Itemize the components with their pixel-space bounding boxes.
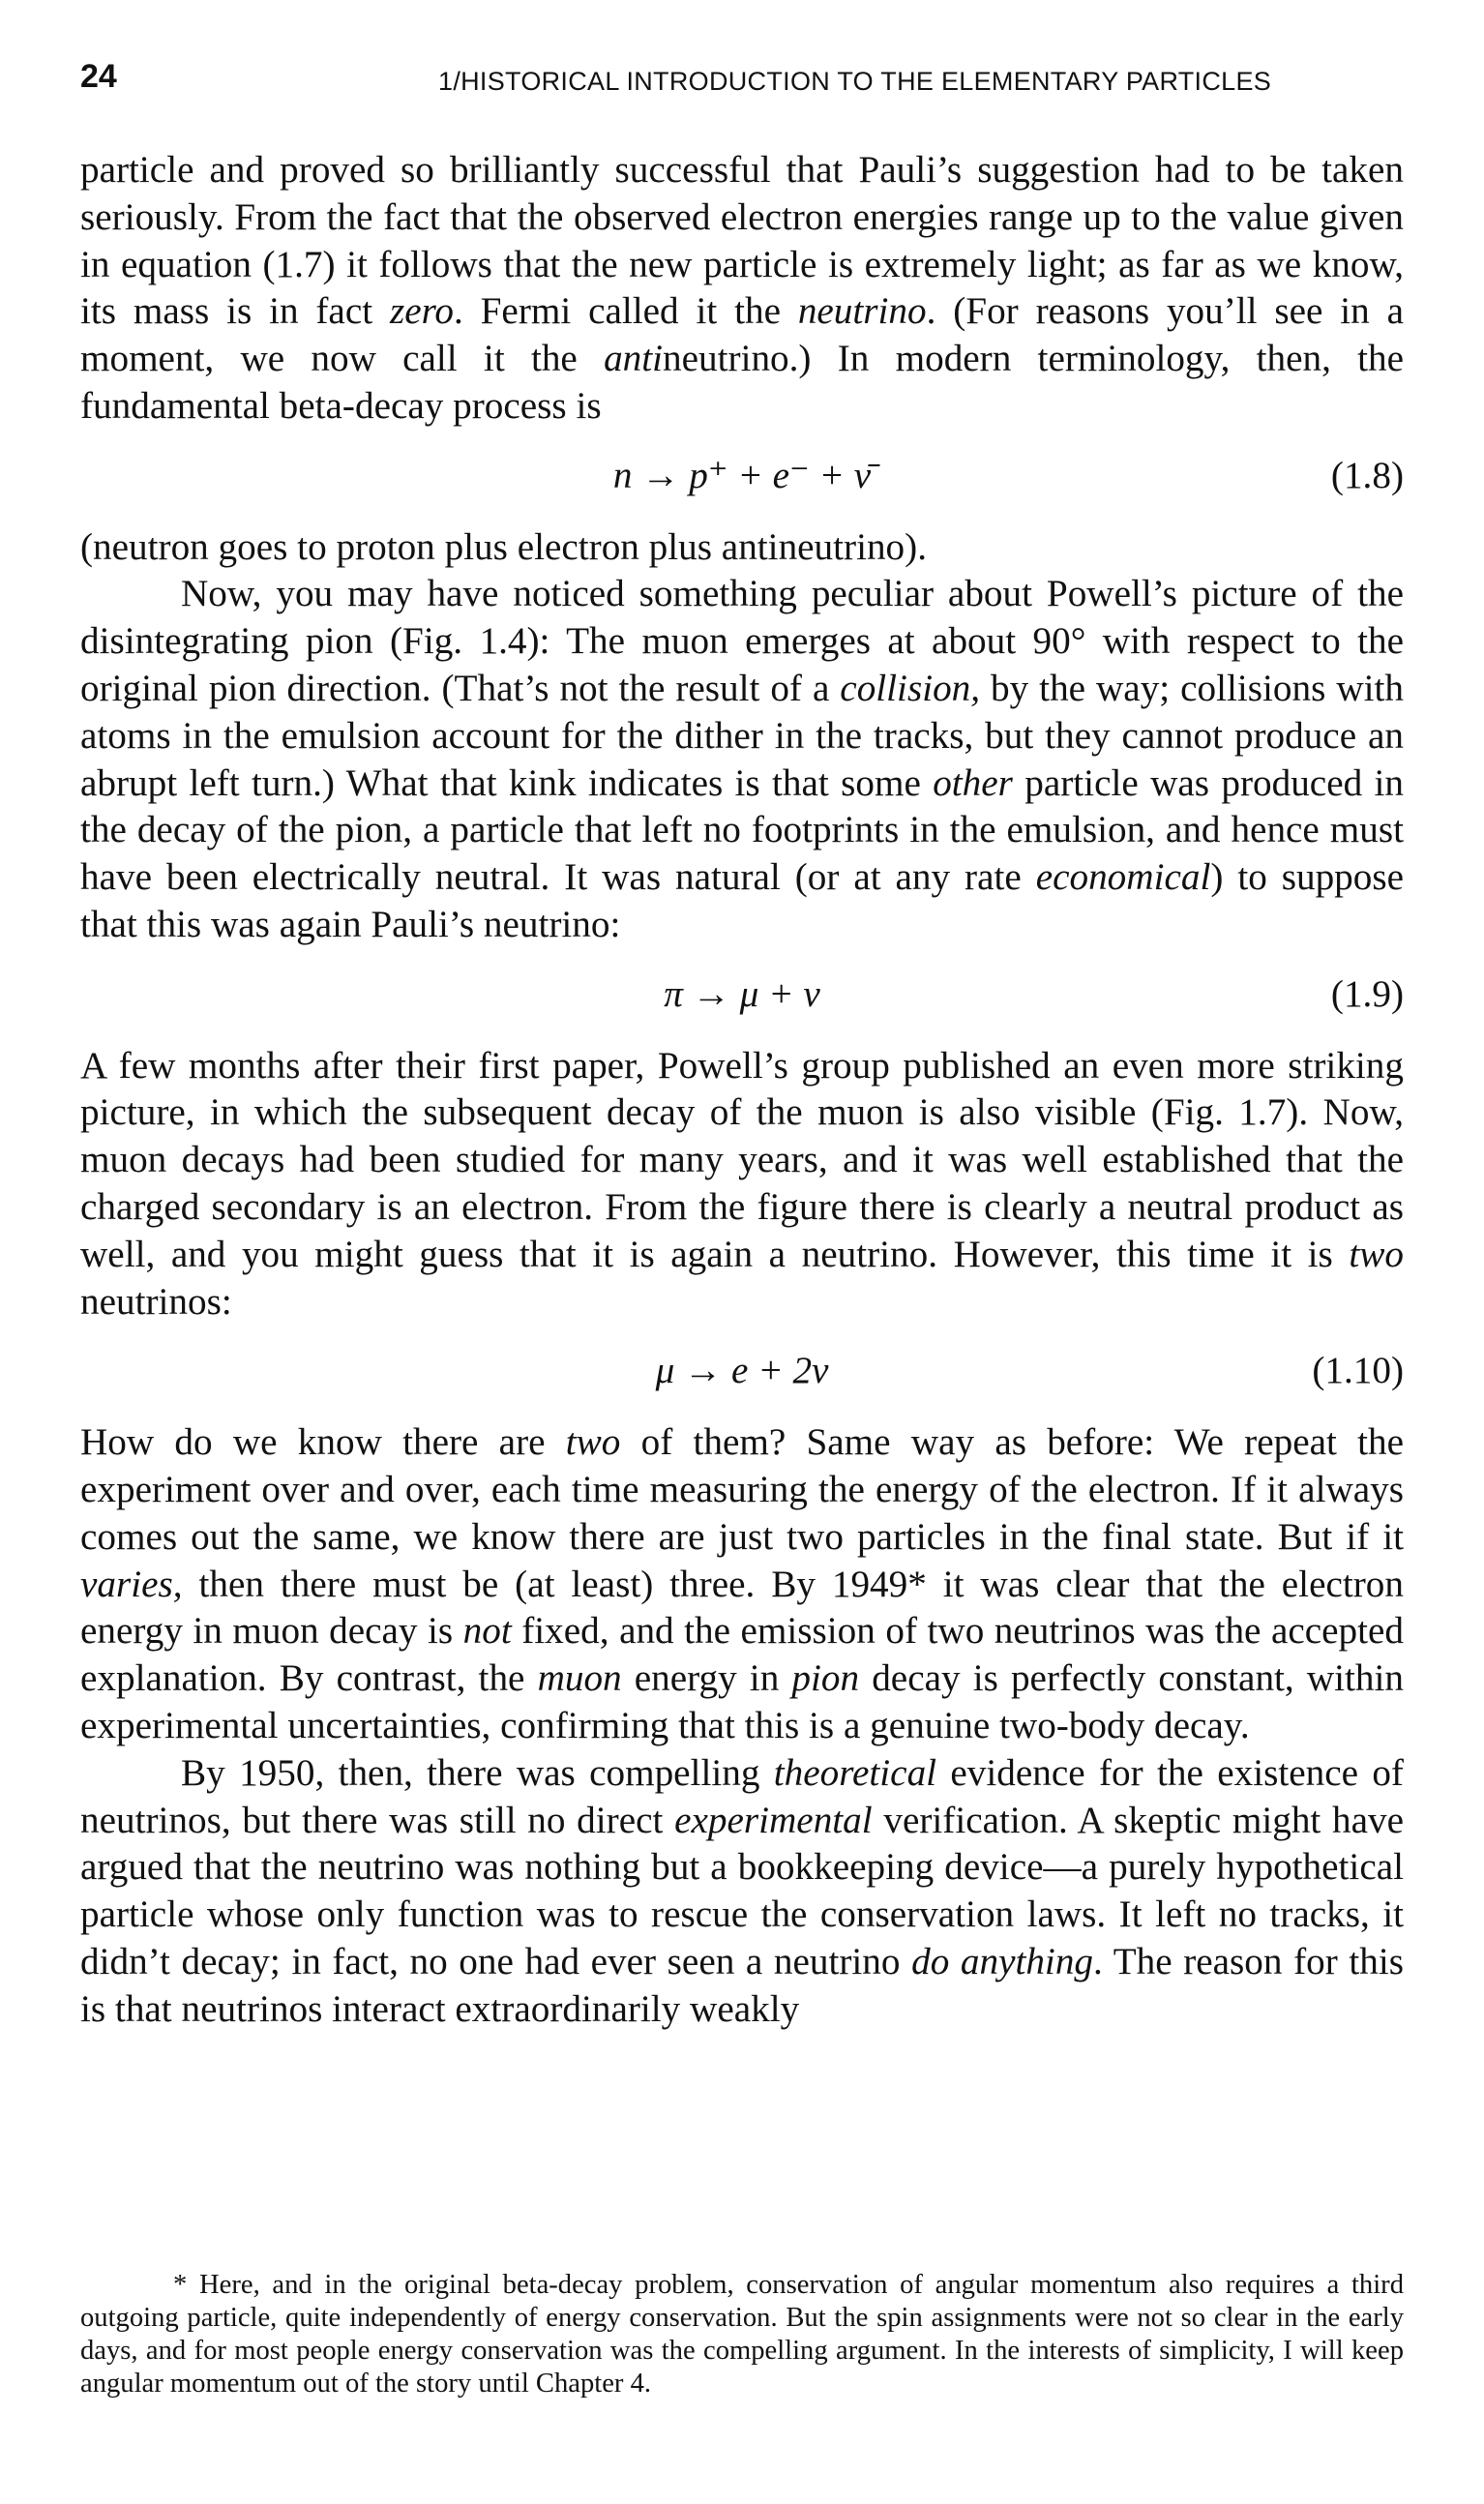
text-run: particle was produced in the decay of the pion, a particle that left no footprints in the emulsion, and hence must have been electrically neutral. It was natural (or at any rate bbox=[80, 761, 1404, 899]
paragraph-3 bbox=[80, 571, 1404, 948]
italic-text: zero bbox=[389, 290, 454, 333]
italic-text: muon bbox=[537, 1657, 622, 1700]
text-run: A few months after their first paper, Powell’s group published an even more striking picture, in which the subsequent decay of the muon is also visible (Fig. 1.7). Now, muon decays had been studied for many years, and it was well established that the charged secondary is an electron. From the figure there is clearly a neutral product as well, and you might guess that it is again a neutrino. However, this time it is bbox=[80, 1044, 1404, 1275]
text-run: then there must be (at least) three. By 1949* it was clear that the electron energy in muon decay is bbox=[80, 1563, 1404, 1653]
equation-number: (1.8) bbox=[1330, 454, 1404, 496]
italic-text: collision, bbox=[840, 667, 981, 709]
italic-text: anti bbox=[604, 338, 664, 380]
italic-text: two bbox=[565, 1421, 621, 1464]
text-run: verification. A skeptic might have argued that the neutrino was nothing but a bookkeeping device—a purely hypothetical particle whose only function was to rescue the conservation laws. It left no tracks, it didn’t decay; in fact, no one had ever seen a neutrino bbox=[80, 1799, 1404, 1982]
text-run: ) to suppose that this was again Pauli’s neutrino: bbox=[80, 856, 1404, 945]
equation-expression: μ → e + 2ν bbox=[655, 1350, 829, 1392]
italic-text: experimental bbox=[674, 1799, 873, 1841]
text-run: energy in bbox=[621, 1657, 792, 1700]
text-run: by the way; collisions with atoms in the emulsion account for the dither in the tracks, but they cannot produce an abrupt left turn.) What that kink indicates is that some bbox=[80, 667, 1404, 804]
italic-text: varies, bbox=[80, 1563, 183, 1605]
text-run: evidence for the existence of neutrinos, but there was still no direct bbox=[80, 1751, 1404, 1841]
page-header bbox=[80, 58, 1404, 104]
equation-1-10 bbox=[80, 1348, 1404, 1395]
equation-expression: n → p⁺ + e⁻ + ν̄ bbox=[612, 454, 872, 496]
text-run: Now, you may have noticed something peculiar about Powell’s picture of the disintegrating pion (Fig. 1.4): The muon emerges at about 90° with respect to the original pion direction. (That’s not the result of a bbox=[80, 573, 1404, 709]
text-run: By 1950, then, there was compelling bbox=[181, 1751, 774, 1794]
footnote bbox=[80, 2269, 1404, 2400]
text-run: fixed, and the emission of two neutrinos was the accepted explanation. By contrast, the bbox=[80, 1610, 1404, 1700]
text-run: decay is perfectly constant, within experimental uncertainties, confirming that this is a genuine two-body decay. bbox=[80, 1657, 1404, 1746]
italic-text: theoretical bbox=[773, 1751, 937, 1794]
footnote-text: Here, and in the original beta-decay problem, conservation of angular momentum also requires a third outgoing particle, quite independently of energy conservation. But the spin assignments were not so clear in the early days, and for most people energy conservation was the compelling argument. In the interests of simplicity, I will keep angular momentum out of the story until Chapter 4. bbox=[80, 2270, 1404, 2399]
italic-text: other bbox=[933, 761, 1013, 804]
equation-expression: π → μ + ν bbox=[664, 972, 820, 1015]
italic-text: economical bbox=[1035, 856, 1211, 899]
text-run: . Fermi called it the bbox=[454, 290, 798, 333]
text-run: of them? Same way as before: We repeat the experiment over and over, each time measuring the energy of the electron. If it always comes out the same, we know there are just two particles in the final state. But if it bbox=[80, 1421, 1404, 1558]
italic-text: two bbox=[1349, 1233, 1404, 1275]
italic-text: do anything bbox=[911, 1940, 1094, 1982]
equation-1-9 bbox=[80, 971, 1404, 1019]
page-number: 24 bbox=[80, 58, 117, 95]
footnote-marker: * bbox=[173, 2270, 200, 2300]
body-text bbox=[80, 147, 1404, 2033]
text-run: particle and proved so brilliantly successful that Pauli’s suggestion had to be taken seriously. From the fact that the observed electron energies range up to the value given in equation (1.7) it follows that the new particle is extremely light; as far as we know, its mass is in fact bbox=[80, 149, 1404, 333]
italic-text: neutrino bbox=[797, 290, 927, 333]
italic-text: not bbox=[462, 1610, 512, 1653]
text-run: neutrino.) In modern terminology, then, the fundamental beta-decay process is bbox=[80, 338, 1404, 427]
paragraph-2 bbox=[80, 524, 1404, 572]
paragraph-5 bbox=[80, 1419, 1404, 1750]
italic-text: pion bbox=[791, 1657, 860, 1700]
paragraph-1 bbox=[80, 147, 1404, 431]
equation-number: (1.10) bbox=[1312, 1350, 1404, 1392]
running-head: 1/HISTORICAL INTRODUCTION TO THE ELEMENTARY PARTICLES bbox=[438, 67, 1272, 96]
paragraph-4 bbox=[80, 1043, 1404, 1327]
text-run: (neutron goes to proton plus electron plus antineutrino). bbox=[80, 525, 928, 568]
equation-1-8 bbox=[80, 453, 1404, 500]
equation-number: (1.9) bbox=[1330, 972, 1404, 1015]
text-run: How do we know there are bbox=[80, 1421, 566, 1464]
text-run: . The reason for this is that neutrinos interact extraordinarily weakly bbox=[80, 1940, 1404, 2030]
text-run: . (For reasons you’ll see in a moment, we now call it the bbox=[80, 290, 1404, 380]
text-run: neutrinos: bbox=[80, 1280, 232, 1323]
paragraph-6 bbox=[80, 1750, 1404, 2034]
